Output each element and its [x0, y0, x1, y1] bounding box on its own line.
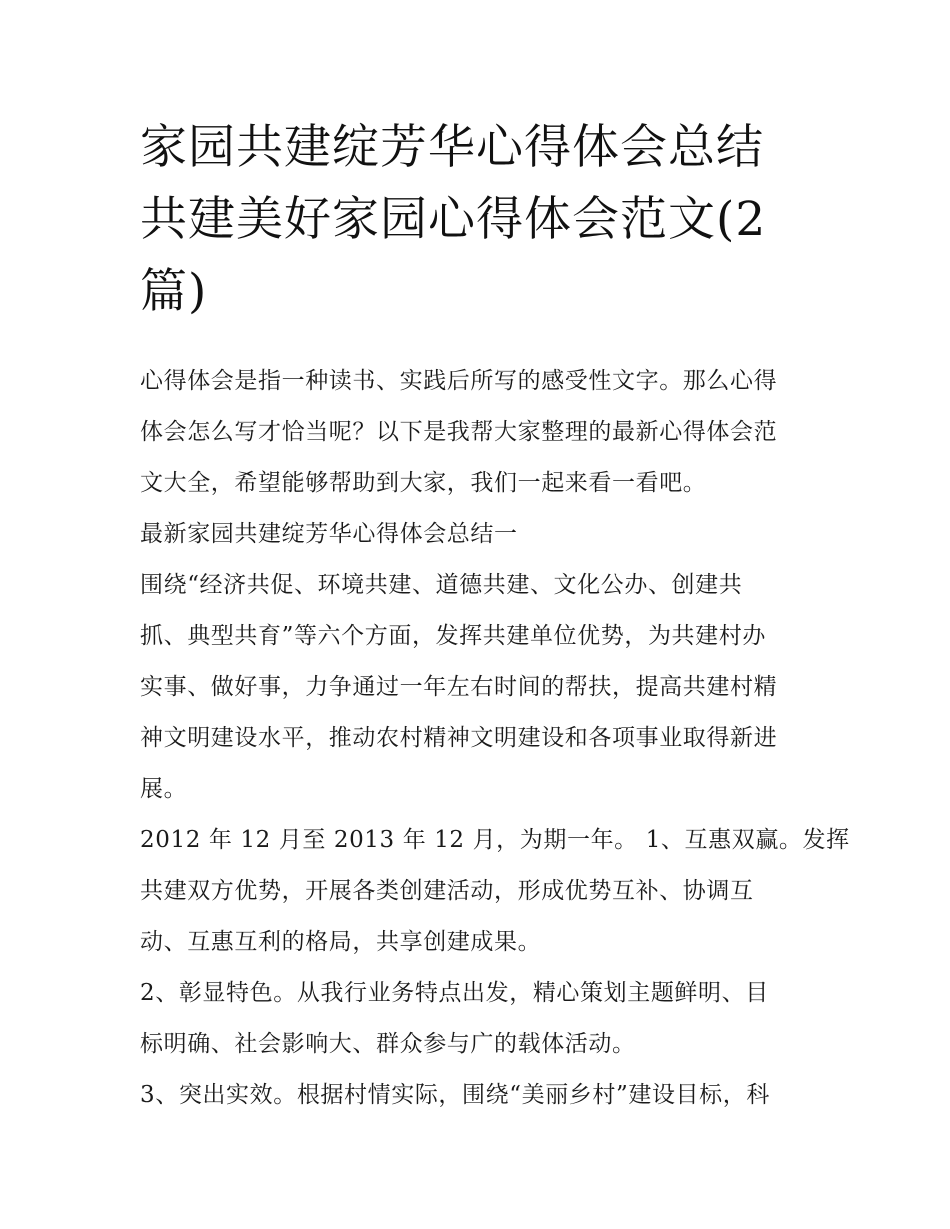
- body-line: 文大全，希望能够帮助到大家，我们一起来看一看吧。: [140, 470, 707, 496]
- body-line: 展。: [140, 776, 188, 802]
- body-line: 共建双方优势，开展各类创建活动，形成优势互补、协调互: [140, 878, 754, 904]
- body-line: 心得体会是指一种读书、实践后所写的感受性文字。那么心得: [140, 368, 778, 394]
- document-title: [140, 112, 820, 328]
- title-line: 共建美好家园心得体会范文(2: [140, 192, 767, 247]
- body-line: 动、互惠互利的格局，共享创建成果。: [140, 929, 542, 955]
- body-line: 实事、做好事，力争通过一年左右时间的帮扶，提高共建村精: [140, 674, 778, 700]
- title-line: 篇): [140, 264, 208, 319]
- body-line: 2、彰显特色。从我行业务特点出发，精心策划主题鲜明、目: [140, 980, 769, 1006]
- document-body: [140, 356, 850, 1121]
- body-line: 体会怎么写才恰当呢？以下是我帮大家整理的最新心得体会范: [140, 419, 778, 445]
- body-line: 神文明建设水平，推动农村精神文明建设和各项事业取得新进: [140, 725, 778, 751]
- body-line: 3、突出实效。根据村情实际，围绕“美丽乡村”建设目标，科: [140, 1082, 770, 1108]
- body-line: 抓、典型共育”等六个方面，发挥共建单位优势，为共建村办: [140, 623, 766, 649]
- title-line: 家园共建绽芳华心得体会总结: [140, 120, 764, 175]
- body-line: 围绕“经济共促、环境共建、道德共建、文化公办、创建共: [140, 572, 743, 598]
- section-heading: 最新家园共建绽芳华心得体会总结一: [140, 521, 518, 547]
- body-line: 2012 年 12 月至 2013 年 12 月，为期一年。 1、互惠双赢。发挥: [140, 827, 850, 853]
- body-line: 标明确、社会影响大、群众参与广的载体活动。: [140, 1031, 636, 1057]
